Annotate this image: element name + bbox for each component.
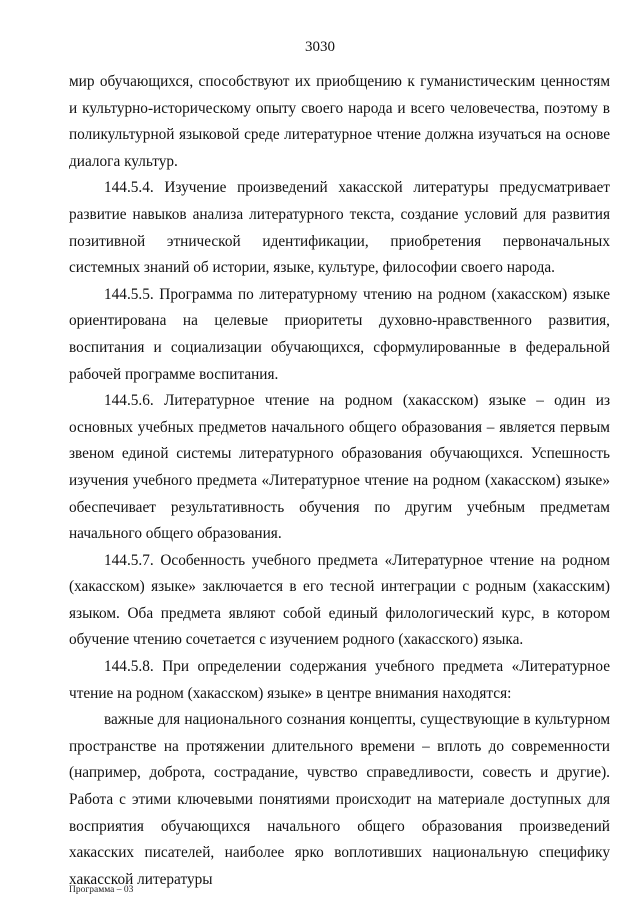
paragraph-concepts: важные для национального сознания концепты, существующие в культурном пространстве на протяжении длительного времени – вплоть до современности (например, доброта, сострадание, чувство справедливости, совесть и другие). Работа с этими ключевыми понятиями происходит на материале доступных для восприятия обучающихся начального общего образования произведений хакасских писателей, наиболее ярко воплотивших национальную специфику хакасской литературы (69, 711, 610, 888)
paragraph-144-5-8: 144.5.8. При определении содержания учебного предмета «Литературное чтение на родном (хакасском) языке» в центре внимания находятся: (69, 658, 610, 702)
paragraph-144-5-6: 144.5.6. Литературное чтение на родном (хакасском) языке – один из основных учебных предметов начального общего образования – является первым звеном единой системы литературного образования обучающихся. Успешность изучения учебного предмета «Литературное чтение на родном (хакасском) языке» обеспечивает результативность обучения по другим учебным предметам начального общего образования. (69, 392, 610, 543)
footer-program-label: Программа – 03 (69, 885, 134, 895)
paragraph-144-5-4: 144.5.4. Изучение произведений хакасской литературы предусматривает развитие навыков анализа литературного текста, создание условий для развития позитивной этнической идентификации, приобретения первоначальных системных знаний об истории, языке, культуре, философии своего народа. (69, 179, 610, 277)
body-text (69, 69, 610, 893)
page-number: 3030 (305, 39, 335, 55)
paragraph-144-5-7: 144.5.7. Особенность учебного предмета «Литературное чтение на родном (хакасском) языке» заключается в его тесной интеграции с родным (хакасским) языком. Оба предмета являют собой единый филологический курс, в котором обучение чтению сочетается с изучением родного (хакасского) языка. (69, 551, 610, 649)
paragraph-continuation: мир обучающихся, способствуют их приобщению к гуманистическим ценностям и культурно-историческому опыту своего народа и всего человечества, поэтому в поликультурной языковой среде литературное чтение должна изучаться на основе диалога культур. (69, 73, 610, 170)
paragraph-144-5-5: 144.5.5. Программа по литературному чтению на родном (хакасском) языке ориентирована на целевые приоритеты духовно-нравственного развития, воспитания и социализации обучающихся, сформулированные в федеральной рабочей программе воспитания. (69, 285, 610, 383)
